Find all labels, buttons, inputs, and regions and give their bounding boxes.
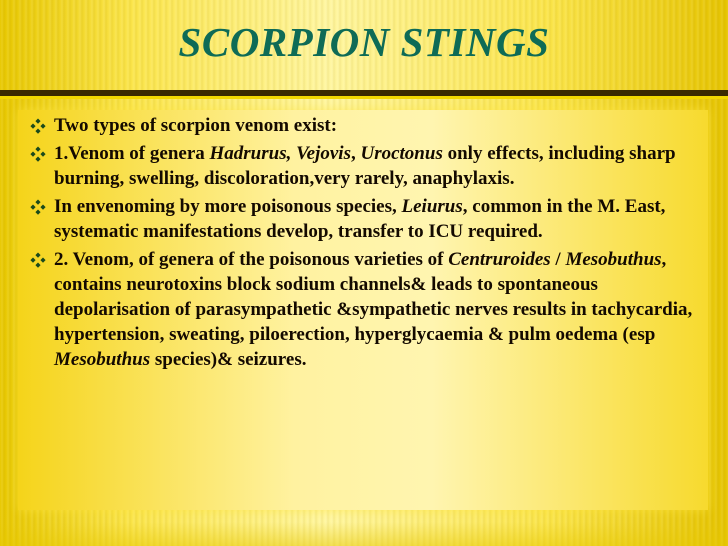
bullet-text: In envenoming by more poisonous species, bbox=[54, 196, 402, 217]
bullet-text-italic: Centruroides bbox=[448, 249, 551, 270]
bottom-fade bbox=[0, 522, 728, 546]
four-diamond-bullet-icon bbox=[30, 199, 46, 215]
bullet-text-italic: Hadrurus, Vejovis bbox=[209, 143, 351, 164]
slide-title: SCORPION STINGS bbox=[178, 19, 550, 65]
bullet-text: 2. Venom, of genera of the poisonous varieties of bbox=[54, 249, 449, 270]
four-diamond-bullet-icon bbox=[30, 118, 46, 134]
bullet-text: Two types of scorpion venom exist: bbox=[54, 115, 338, 136]
bullet-text-italic: Mesobuthus bbox=[54, 349, 151, 370]
four-diamond-bullet-icon bbox=[30, 252, 46, 268]
title-band bbox=[0, 0, 728, 90]
bullet-item bbox=[30, 247, 705, 372]
bullet-text-italic: Mesobuthus bbox=[565, 249, 662, 270]
title-divider-highlight bbox=[0, 96, 728, 99]
bullet-item bbox=[30, 194, 705, 244]
bullet-text: only effects, including sharp burning, swelling, discoloration,very rarely, anaphylaxis. bbox=[54, 143, 676, 189]
bullet-text: species)& seizures. bbox=[150, 349, 307, 370]
bullet-list bbox=[30, 113, 705, 375]
bullet-text: , bbox=[350, 143, 361, 164]
bullet-text: 1.Venom of genera bbox=[54, 143, 210, 164]
bullet-text: / bbox=[550, 249, 566, 270]
four-diamond-bullet-icon bbox=[30, 146, 46, 162]
bullet-item bbox=[30, 141, 705, 191]
bullet-item bbox=[30, 113, 705, 138]
bullet-text: , contains neurotoxins block sodium channels& leads to spontaneous depolarisation of parasympathetic &sympathetic nerves results in tachycardia, hypertension, sweating, piloerection, hyperglycaemia & pulm oedema (esp bbox=[54, 249, 693, 345]
bullet-text-italic: Uroctonus bbox=[360, 143, 443, 164]
bullet-text: , common in the M. East, systematic manifestations develop, transfer to ICU required. bbox=[54, 196, 666, 242]
bullet-text-italic: Leiurus bbox=[401, 196, 463, 217]
